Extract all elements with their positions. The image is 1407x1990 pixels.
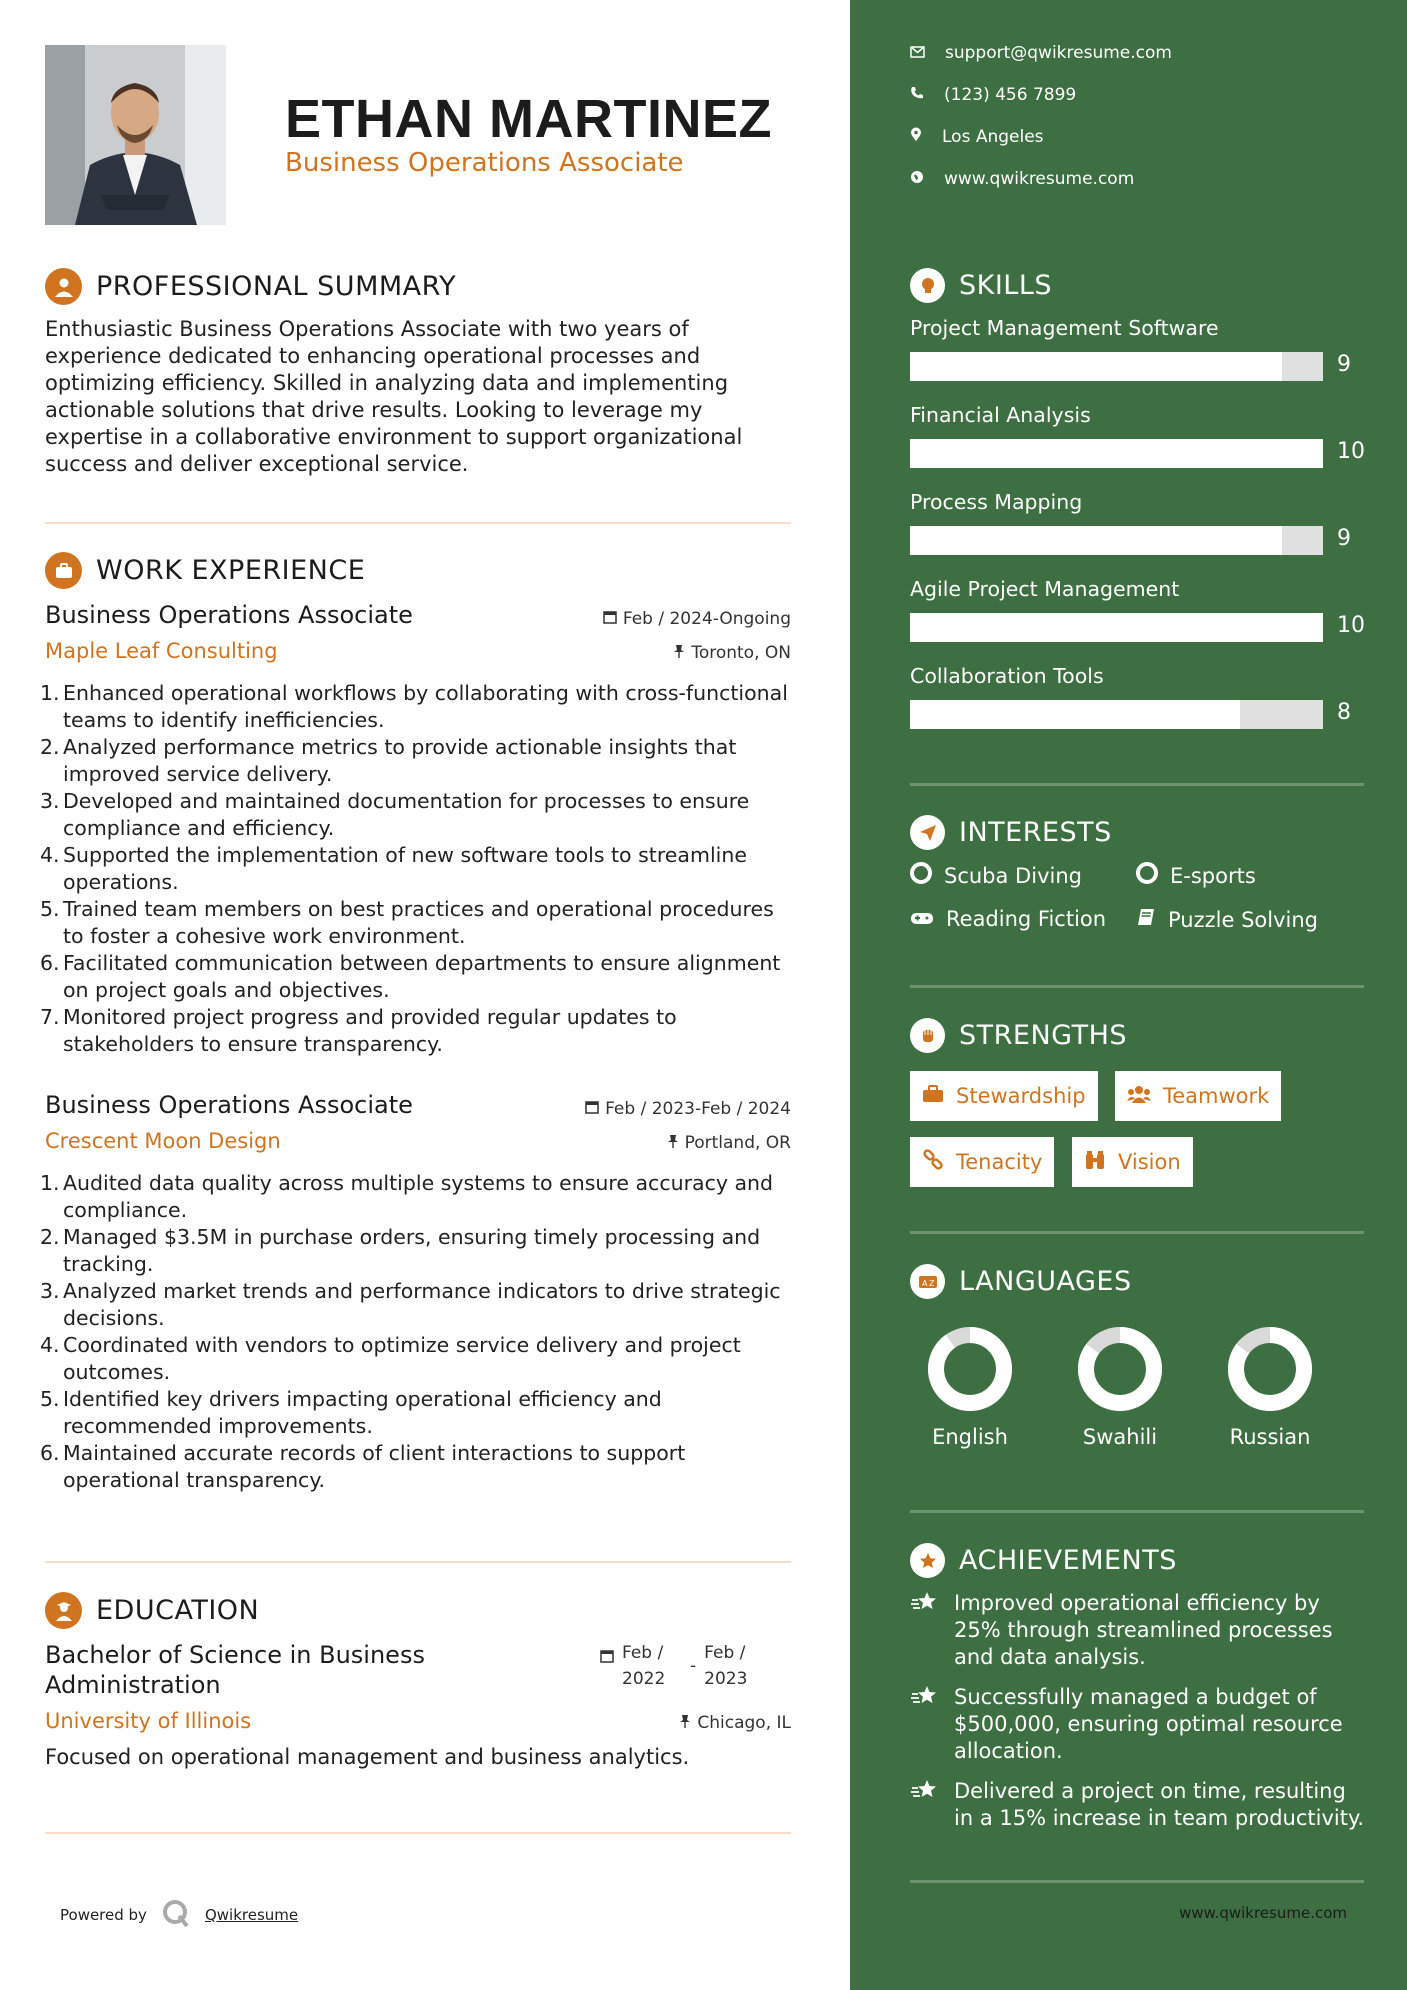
skill-value: 9 — [1337, 526, 1351, 551]
binoculars-icon — [1084, 1150, 1106, 1175]
star-badge-icon — [910, 1543, 945, 1578]
divider — [910, 1231, 1364, 1234]
language-name: English — [932, 1425, 1008, 1449]
skill-bar — [910, 613, 1323, 642]
strength-item: Tenacity — [910, 1137, 1054, 1187]
contact-website — [910, 169, 1134, 189]
skill-bar-fill — [910, 352, 1282, 381]
job-title: Business Operations Associate — [45, 601, 413, 629]
calendar-icon — [603, 609, 617, 629]
experience-heading-label: WORK EXPERIENCE — [96, 555, 366, 586]
star-icon — [910, 1684, 940, 1714]
job-location-text: Portland, OR — [684, 1133, 791, 1153]
job-location — [667, 1133, 791, 1153]
phone-icon — [910, 85, 924, 105]
user-icon — [45, 268, 82, 305]
job-bullets — [40, 680, 800, 1058]
paper-plane-icon — [910, 815, 945, 850]
list-item: 7. Monitored project progress and provided regular updates to stakeholders to ensure transparency. — [40, 1005, 677, 1056]
language-name: Russian — [1229, 1425, 1311, 1449]
list-item: 5. Trained team members on best practices and operational procedures to foster a cohesive work environment. — [40, 897, 774, 948]
divider — [910, 985, 1364, 988]
candidate-name: ETHAN MARTINEZ — [285, 89, 772, 149]
email-text[interactable]: support@qwikresume.com — [945, 43, 1172, 63]
strengths-heading-label: STRENGTHS — [959, 1020, 1128, 1051]
skill-value: 10 — [1337, 613, 1365, 638]
star-icon — [910, 1590, 940, 1620]
skill-value: 8 — [1337, 700, 1351, 725]
degree: Bachelor of Science in Business Administration — [45, 1641, 425, 1699]
location-text: Los Angeles — [942, 127, 1044, 147]
skill-bar — [910, 352, 1323, 381]
job-bullets — [40, 1170, 800, 1494]
language-donut — [1076, 1325, 1164, 1413]
summary-text: Enthusiastic Business Operations Associate with two years of experience dedicated to enhancing operational processes and optimizing efficiency. Skilled in analyzing data and implementing actionable solutions that drive results. Looking to leverage my expertise in a collaborative environment to support organizational success and deliver exceptional service. — [45, 317, 743, 476]
candidate-title: Business Operations Associate — [285, 148, 684, 178]
interest-item: Scuba Diving — [910, 862, 1082, 889]
job-dates — [585, 1099, 791, 1119]
skill-bar — [910, 526, 1323, 555]
gamepad-icon — [910, 907, 934, 931]
skill-bar — [910, 700, 1323, 729]
envelope-icon — [910, 43, 925, 63]
interests-heading-label: INTERESTS — [959, 817, 1112, 848]
language-icon — [910, 1264, 945, 1299]
skill-bar — [910, 439, 1323, 468]
job-company: Crescent Moon Design — [45, 1129, 281, 1153]
job-title: Business Operations Associate — [45, 1091, 413, 1119]
lifebuoy-icon — [910, 862, 932, 889]
job-location — [673, 643, 791, 663]
achievements-heading-label: ACHIEVEMENTS — [959, 1545, 1177, 1576]
education-start: Feb / 2022 — [622, 1643, 666, 1689]
languages-heading-label: LANGUAGES — [959, 1266, 1132, 1297]
list-item: 6. Maintained accurate records of client interactions to support operational transparency. — [40, 1441, 686, 1492]
briefcase-icon — [922, 1084, 944, 1108]
skill-value: 9 — [1337, 352, 1351, 377]
book-icon — [1136, 907, 1156, 932]
education-heading-label: EDUCATION — [96, 1595, 260, 1626]
skill-label: Financial Analysis — [910, 403, 1091, 427]
achievement-item: Delivered a project on time, resulting in a 15% increase in team productivity. — [910, 1778, 1370, 1832]
website-text[interactable]: www.qwikresume.com — [944, 169, 1135, 189]
language-donut — [926, 1325, 1014, 1413]
lightbulb-icon — [910, 268, 945, 303]
skills-heading-label: SKILLS — [959, 270, 1053, 301]
star-icon — [910, 1778, 940, 1808]
education-dates — [600, 1640, 764, 1692]
languages-heading — [910, 1264, 1132, 1299]
experience-heading — [45, 552, 365, 589]
footer-url[interactable]: www.qwikresume.com — [1179, 1904, 1347, 1922]
graduate-icon — [45, 1592, 82, 1629]
calendar-icon — [600, 1645, 614, 1671]
contact-phone — [910, 85, 1076, 105]
svg-text:Z: Z — [928, 1278, 934, 1288]
phone-text: (123) 456 7899 — [944, 85, 1077, 105]
list-item: 1. Audited data quality across multiple systems to ensure accuracy and compliance. — [40, 1171, 774, 1222]
powered-by — [60, 1898, 298, 1932]
skill-bar-fill — [910, 526, 1282, 555]
users-icon — [1127, 1084, 1151, 1108]
skill-label: Collaboration Tools — [910, 664, 1104, 688]
interest-item: Puzzle Solving — [1136, 907, 1318, 932]
lifebuoy-icon — [1136, 862, 1158, 889]
language-item — [910, 1325, 1030, 1449]
powered-by-label: Powered by — [60, 1906, 147, 1924]
list-item: 4. Supported the implementation of new software tools to streamline operations. — [40, 843, 747, 894]
list-item: 6. Facilitated communication between departments to ensure alignment on project goals and objectives. — [40, 951, 781, 1002]
education-location — [679, 1713, 791, 1733]
job-location-text: Toronto, ON — [691, 643, 791, 663]
divider — [910, 783, 1364, 786]
interest-item: Reading Fiction — [910, 907, 1106, 931]
strength-item: Vision — [1072, 1137, 1193, 1187]
sidebar — [850, 0, 1407, 1990]
briefcase-icon — [45, 552, 82, 589]
language-item — [1060, 1325, 1180, 1449]
skill-bar-fill — [910, 613, 1323, 642]
summary-heading — [45, 268, 456, 305]
strengths-heading — [910, 1018, 1127, 1053]
profile-photo — [45, 45, 226, 225]
contact-email — [910, 43, 1172, 63]
qwikresume-logo-icon — [161, 1898, 191, 1932]
skill-value: 10 — [1337, 439, 1365, 464]
strength-item: Stewardship — [910, 1071, 1098, 1121]
language-item — [1210, 1325, 1330, 1449]
calendar-icon — [585, 1099, 599, 1119]
skills-heading — [910, 268, 1052, 303]
job-dates-text: Feb / 2023-Feb / 2024 — [605, 1099, 791, 1119]
skill-label: Process Mapping — [910, 490, 1083, 514]
education-end: Feb / 2023 — [704, 1643, 748, 1689]
education-location-text: Chicago, IL — [697, 1713, 791, 1733]
divider — [910, 1510, 1364, 1513]
list-item: 2. Analyzed performance metrics to provide actionable insights that improved service delivery. — [40, 735, 737, 786]
globe-icon — [910, 169, 924, 189]
education-heading — [45, 1592, 259, 1629]
interest-item: E-sports — [1136, 862, 1256, 889]
brand-link[interactable]: Qwikresume — [204, 1906, 299, 1924]
achievement-item: Improved operational efficiency by 25% through streamlined processes and data analysis. — [910, 1590, 1370, 1671]
skill-label: Project Management Software — [910, 316, 1219, 340]
strength-item: Teamwork — [1115, 1071, 1281, 1121]
school: University of Illinois — [45, 1709, 252, 1733]
language-level-arc — [936, 1335, 1004, 1403]
divider — [910, 1880, 1364, 1883]
list-item: 3. Developed and maintained documentation for processes to ensure compliance and efficiency. — [40, 789, 750, 840]
job-company: Maple Leaf Consulting — [45, 639, 278, 663]
list-item: 1. Enhanced operational workflows by collaborating with cross-functional teams to identify inefficiencies. — [40, 681, 788, 732]
language-name: Swahili — [1082, 1425, 1158, 1449]
job-dates — [603, 609, 791, 629]
achievements-heading — [910, 1543, 1177, 1578]
education-note: Focused on operational management and business analytics. — [45, 1745, 690, 1769]
summary-heading-label: PROFESSIONAL SUMMARY — [96, 271, 457, 302]
job-dates-text: Feb / 2024-Ongoing — [622, 609, 791, 629]
list-item: 4. Coordinated with vendors to optimize service delivery and project outcomes. — [40, 1333, 741, 1384]
skill-bar-fill — [910, 700, 1240, 729]
contact-location — [910, 127, 1044, 147]
skill-bar-fill — [910, 439, 1323, 468]
pin-icon — [667, 1133, 679, 1153]
list-item: 5. Identified key drivers impacting operational efficiency and recommended improvements. — [40, 1387, 662, 1438]
achievement-item: Successfully managed a budget of $500,000, ensuring optimal resource allocation. — [910, 1684, 1370, 1765]
fist-icon — [910, 1018, 945, 1053]
language-donut — [1226, 1325, 1314, 1413]
list-item: 3. Analyzed market trends and performance indicators to drive strategic decisions. — [40, 1279, 781, 1330]
map-pin-icon — [910, 127, 922, 147]
interests-heading — [910, 815, 1112, 850]
divider — [45, 1561, 791, 1563]
skill-label: Agile Project Management — [910, 577, 1180, 601]
date-separator: - — [690, 1656, 697, 1676]
link-icon — [922, 1149, 944, 1176]
divider — [45, 522, 791, 524]
divider — [45, 1832, 791, 1834]
svg-text:A: A — [921, 1278, 927, 1288]
list-item: 2. Managed $3.5M in purchase orders, ensuring timely processing and tracking. — [40, 1225, 761, 1276]
pin-icon — [679, 1713, 691, 1733]
pin-icon — [673, 643, 685, 663]
